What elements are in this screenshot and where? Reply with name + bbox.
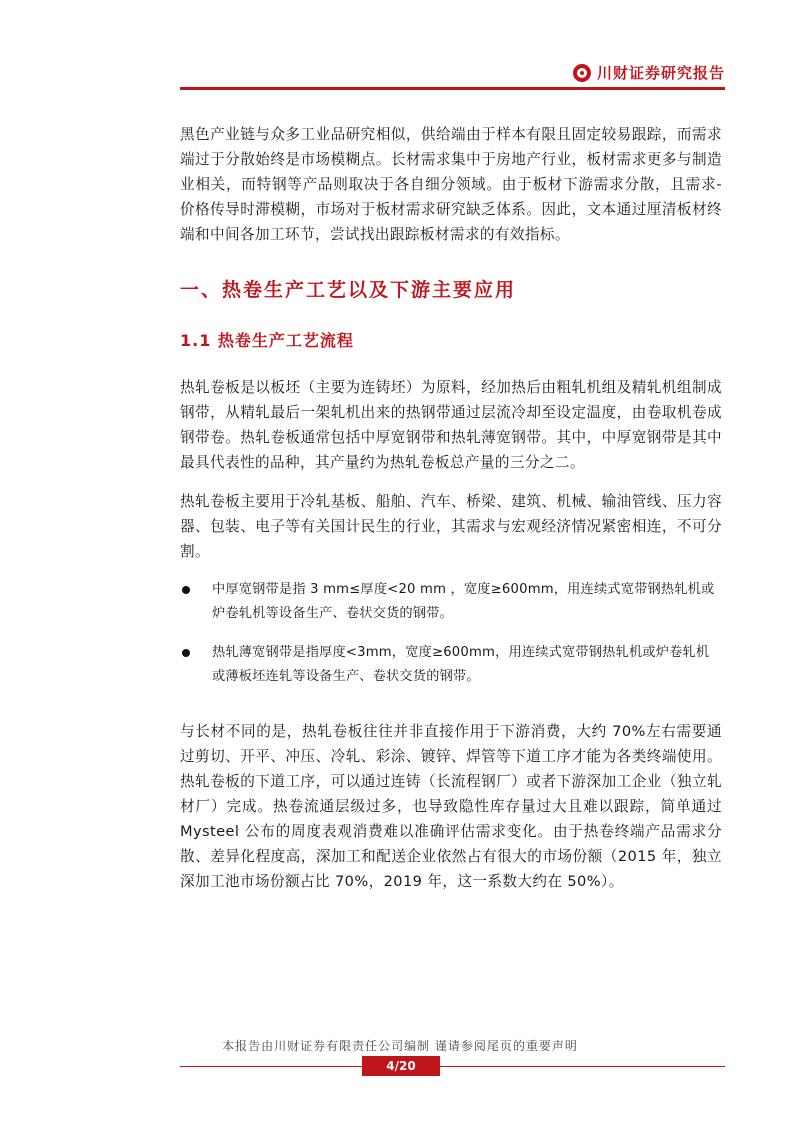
definition-list [180,578,722,689]
list-item [180,641,722,689]
page-header [180,62,725,90]
footer-divider [180,1066,725,1067]
header-divider [180,87,725,90]
document-body [180,122,722,894]
bullet-icon [182,649,190,657]
header-brand [573,62,725,83]
subsection-heading: 1.1 热卷生产工艺流程 [180,331,354,350]
company-logo-icon [573,64,591,82]
bullet-icon [182,586,190,594]
intro-paragraph: 黑色产业链与众多工业品研究相似，供给端由于样本有限且固定较易跟踪，而需求端过于分散始终是市场模糊点。长材需求集中于房地产行业，板材需求更多与制造业相关，而特钢等产品则取决于各自细分领域。由于板材下游需求分散，且需求-价格传导时滞模糊，市场对于板材需求研究缺乏体系。因此，文本通过厘清板材终端和中间各加工环节，尝试找出跟踪板材需求的有效指标。 [180,126,722,243]
header-brand-label: 川财证券研究报告 [596,64,725,82]
paragraph-process: 热轧卷板是以板坯（主要为连铸坯）为原料，经加热后由粗轧机组及精轧机组制成钢带，从精轧最后一架轧机出来的热钢带通过层流冷却至设定温度，由卷取机卷成钢带卷。热轧卷板通常包括中厚宽钢带和热轧薄宽钢带。其中，中厚宽钢带是其中最具代表性的品种，其产量约为热轧卷板总产量的三分之二。 [180,379,722,471]
footer-disclaimer: 本报告由川财证券有限责任公司编制 谨请参阅尾页的重要声明 [222,1039,578,1053]
paragraph-applications: 热轧卷板主要用于冷轧基板、船舶、汽车、桥梁、建筑、机械、输油管线、压力容器、包装、电子等有关国计民生的行业，其需求与宏观经济情况紧密相连，不可分割。 [180,493,722,560]
list-item-text: 热轧薄宽钢带是指厚度<3mm，宽度≥600mm，用连续式宽带钢热轧机或炉卷轧机或薄板坯连轧等设备生产、卷状交货的钢带。 [212,645,710,684]
section-heading: 一、热卷生产工艺以及下游主要应用 [180,279,517,301]
page-number: 4/20 [362,1056,440,1076]
list-item-text: 中厚宽钢带是指 3 mm≤厚度<20 mm ，宽度≥600mm，用连续式宽带钢热轧机或炉卷轧机等设备生产、卷状交货的钢带。 [212,582,715,621]
list-item [180,578,722,626]
paragraph-downstream: 与长材不同的是，热轧卷板往往并非直接作用于下游消费，大约 70%左右需要通过剪切、开平、冲压、冷轧、彩涂、镀锌、焊管等下道工序才能为各类终端使用。热轧卷板的下道工序，可以通过连铸（长流程钢厂）或者下游深加工企业（独立轧材厂）完成。热卷流通层级过多，也导致隐性库存量过大且难以跟踪，简单通过 Mysteel 公布的周度表观消费难以准确评估需求变化。由于热卷终端产品需求分散、差异化程度高，深加工和配送企业依然占有很大的市场份额（2015 年，独立深加工池市场份额占比 70%，2019 年，这一系数大约在 50%）。 [180,723,722,890]
